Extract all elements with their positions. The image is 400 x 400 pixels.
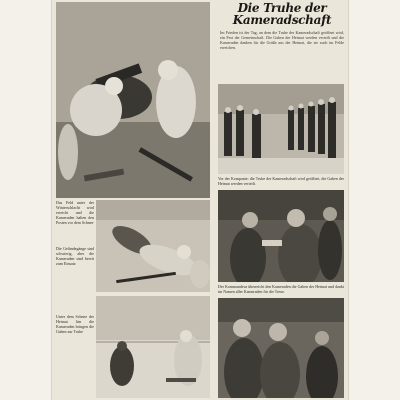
caption-left-top: Das Feld unter der Winterschlacht wird erreicht und die Kameraden halten den Posten vor dem Schnee xyxy=(56,200,94,225)
article-title xyxy=(220,2,344,26)
caption-handing-gifts: Der Kommandeur überreicht den Kameraden die Gaben der Heimat und dankt im Namen aller Kameraden für die Treue. xyxy=(218,284,344,294)
title-line-1: Die Truhe der xyxy=(237,1,327,15)
caption-formation: Vor der Kompanie: die Truhe der Kameradschaft wird geöffnet, die Gaben der Heimat werden verteilt. xyxy=(218,176,344,186)
photo-officers xyxy=(218,298,344,398)
photo-soldier-prone xyxy=(96,200,210,292)
photo-snow-march xyxy=(96,296,210,398)
intro-text: Im Frieden ist der Tag, an dem die Truhe der Kameradschaft geöffnet wird, ein Fest der Gemeinschaft. Die Gaben der Heimat werden verteilt und die Kameraden danken für die Grüße aus der Heimat, die sie auch im Felde erreichen. xyxy=(220,30,344,50)
photo-gun-crew xyxy=(56,2,210,198)
intro-note xyxy=(220,76,344,82)
caption-left-bottom: Unter dem Schnee der Heimat hin die Kameraden bringen die Gaben zur Truhe xyxy=(56,314,94,334)
caption-left-middle: Die Geländegänge sind schwierig, aber die Kameraden sind bereit zum Einsatz xyxy=(56,246,94,266)
photo-formation xyxy=(218,84,344,174)
title-line-2: Kameradschaft xyxy=(232,13,332,27)
magazine-page xyxy=(52,0,348,400)
photo-handing-gifts xyxy=(218,190,344,282)
